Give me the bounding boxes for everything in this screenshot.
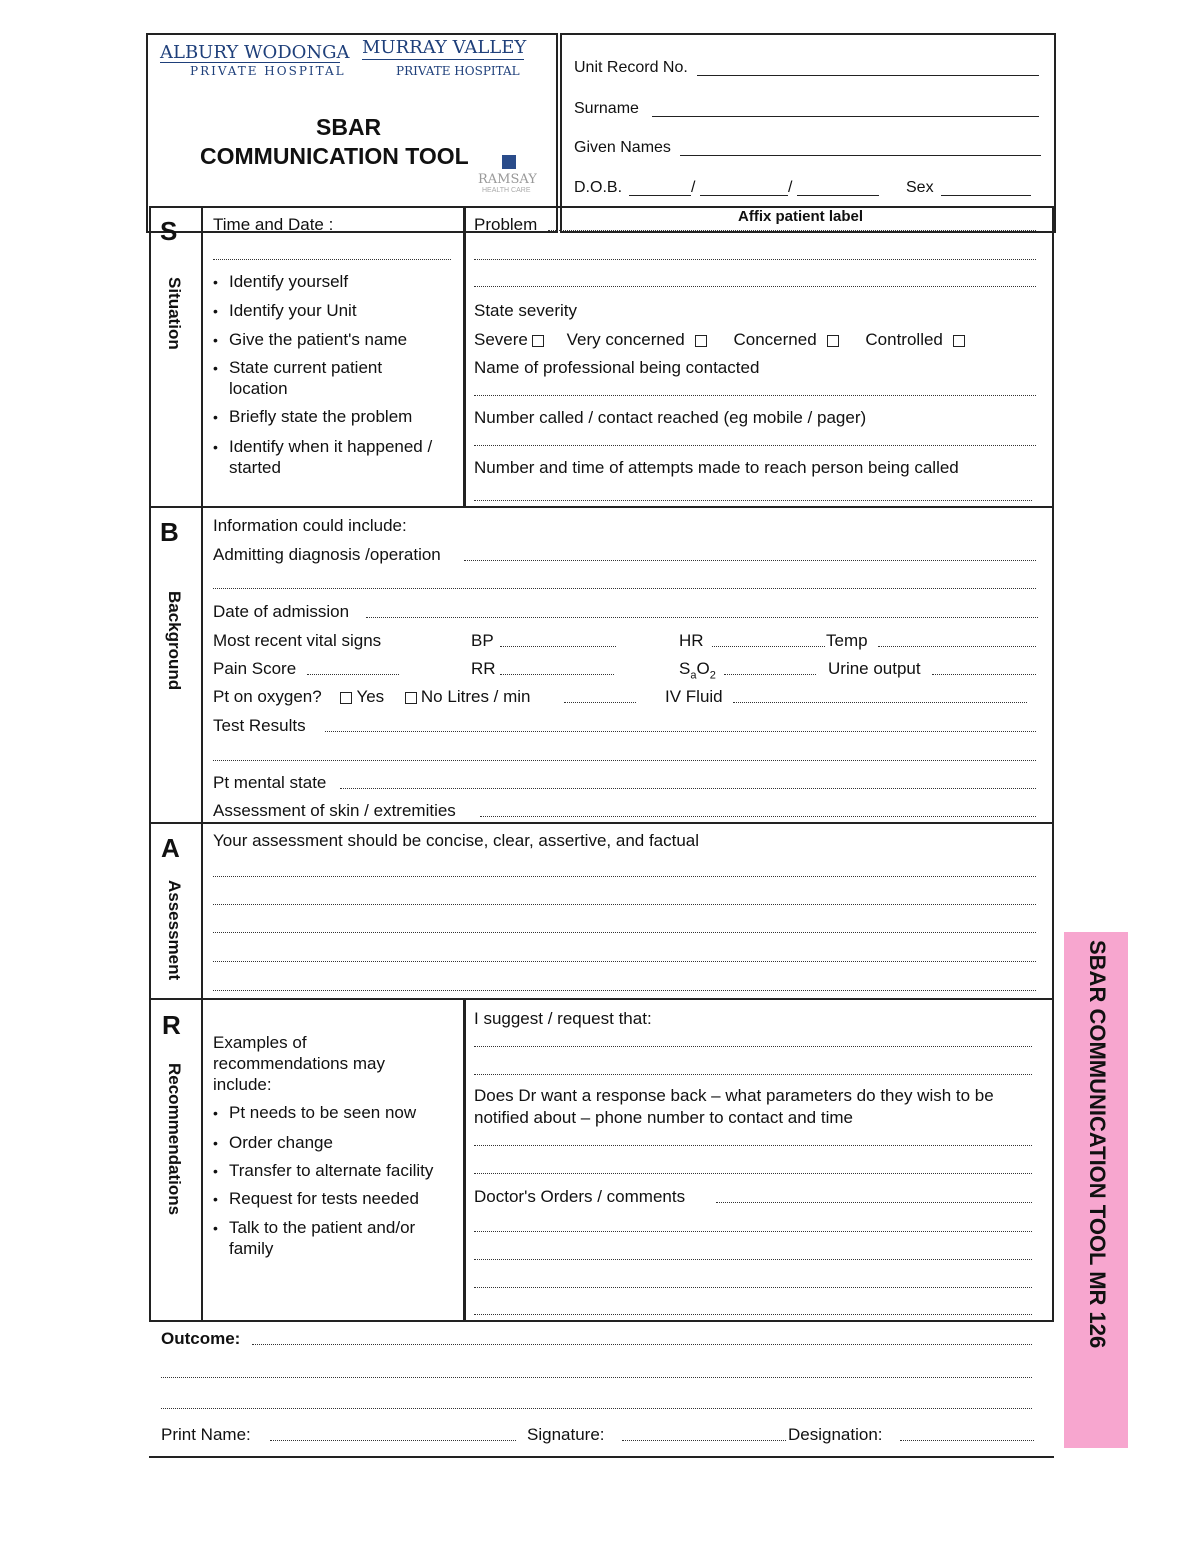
urine-field[interactable] <box>932 674 1036 675</box>
response-field-line[interactable] <box>474 1145 1032 1146</box>
rr-field[interactable] <box>500 674 614 675</box>
temp-label: Temp <box>826 631 868 650</box>
recommendations-letter: R <box>162 1010 181 1040</box>
skin-field[interactable] <box>480 816 1036 817</box>
number-called-label: Number called / contact reached (eg mobile / pager) <box>474 408 867 427</box>
severity-very-concerned-checkbox[interactable] <box>695 335 707 347</box>
professional-field[interactable] <box>474 395 1036 396</box>
list-item: • Order change <box>229 1133 333 1153</box>
assessment-field-line[interactable] <box>213 932 1036 933</box>
list-item: • Request for tests needed <box>229 1189 419 1209</box>
admitting-field-line[interactable] <box>213 588 1036 589</box>
list-item: • Talk to the patient and/or <box>229 1218 415 1238</box>
sao2-label: $S_aO_2$ <box>679 659 716 682</box>
time-date-label: Time and Date : <box>213 215 334 234</box>
orders-field-line[interactable] <box>474 1259 1032 1260</box>
admission-date-label: Date of admission <box>213 602 350 621</box>
bp-label: BP <box>471 631 494 650</box>
hr-field[interactable] <box>712 646 825 647</box>
test-results-field[interactable] <box>325 731 1036 732</box>
suggest-field-line[interactable] <box>474 1046 1032 1047</box>
dob-month-field[interactable] <box>700 195 788 196</box>
mental-label: Pt mental state <box>213 773 327 792</box>
list-item: • State current patient <box>229 358 382 378</box>
assessment-field-line[interactable] <box>213 876 1036 877</box>
situation-vertical-label: Situation <box>165 277 184 350</box>
iv-label: IV Fluid <box>665 687 723 706</box>
surname-label: Surname <box>574 100 639 117</box>
litres-field[interactable] <box>564 702 636 703</box>
background-letter: B <box>160 517 179 547</box>
severity-severe-label: Severe <box>474 330 528 349</box>
info-label: Information could include: <box>213 516 407 535</box>
list-item: • Identify your Unit <box>229 301 357 321</box>
response-field-line[interactable] <box>474 1173 1032 1174</box>
oxygen-row <box>213 687 531 707</box>
skin-label: Assessment of skin / extremities <box>213 801 456 820</box>
list-item-continuation: family <box>229 1239 274 1258</box>
designation-label: Designation: <box>788 1425 883 1444</box>
list-item-continuation: location <box>229 379 288 398</box>
sao2-field[interactable] <box>724 674 816 675</box>
severity-controlled-checkbox[interactable] <box>953 335 965 347</box>
urine-label: Urine output <box>828 659 921 678</box>
iv-field[interactable] <box>733 702 1027 703</box>
outcome-field-line[interactable] <box>161 1408 1032 1409</box>
dob-year-field[interactable] <box>797 195 879 196</box>
suggest-label: I suggest / request that: <box>474 1009 652 1028</box>
sex-label: Sex <box>906 179 934 196</box>
orders-label: Doctor's Orders / comments <box>474 1187 686 1206</box>
severity-severe-checkbox[interactable] <box>532 335 544 347</box>
list-item: • Identify when it happened / <box>229 437 432 457</box>
signature-field[interactable] <box>622 1440 786 1441</box>
oxygen-label: Pt on oxygen? <box>213 687 322 706</box>
attempts-label: Number and time of attempts made to reach person being called <box>474 458 959 477</box>
outcome-field[interactable] <box>252 1344 1032 1345</box>
recommendations-vertical-label: Recommendations <box>165 1063 184 1216</box>
oxygen-no-checkbox[interactable] <box>405 692 417 704</box>
pain-label: Pain Score <box>213 659 297 678</box>
test-results-field-line[interactable] <box>213 760 1036 761</box>
examples-line1: Examples of <box>213 1033 307 1052</box>
designation-field[interactable] <box>900 1440 1034 1441</box>
orders-field-line[interactable] <box>474 1314 1032 1315</box>
oxygen-yes-checkbox[interactable] <box>340 692 352 704</box>
outcome-label: Outcome: <box>161 1329 241 1348</box>
problem-field[interactable] <box>548 230 1036 231</box>
bp-field[interactable] <box>500 646 616 647</box>
list-item: • Briefly state the problem <box>229 407 412 427</box>
test-results-label: Test Results <box>213 716 306 735</box>
list-item: • Identify yourself <box>229 272 348 292</box>
admission-date-field[interactable] <box>366 617 1038 618</box>
assessment-letter: A <box>161 833 180 863</box>
vital-signs-label: Most recent vital signs <box>213 631 382 650</box>
print-name-field[interactable] <box>270 1440 516 1441</box>
problem-field-line[interactable] <box>474 286 1036 287</box>
number-called-field[interactable] <box>474 445 1036 446</box>
severity-label: State severity <box>474 301 577 320</box>
admitting-field[interactable] <box>464 560 1036 561</box>
surname-field[interactable] <box>652 116 1039 117</box>
given-names-field[interactable] <box>680 155 1041 156</box>
form-title-line2: COMMUNICATION TOOL <box>200 143 469 169</box>
assessment-vertical-label: Assessment <box>165 880 184 981</box>
orders-field[interactable] <box>716 1202 1032 1203</box>
unit-record-label: Unit Record No. <box>574 59 688 76</box>
pain-field[interactable] <box>307 674 399 675</box>
ramsay-logo-sub: HEALTH CARE <box>482 187 531 194</box>
examples-line3: include: <box>213 1075 272 1094</box>
response-line1: Does Dr want a response back – what parameters do they wish to be <box>474 1086 994 1105</box>
rr-label: RR <box>471 659 496 678</box>
print-name-label: Print Name: <box>161 1425 251 1444</box>
oxygen-yes-label: Yes <box>356 687 385 706</box>
assessment-field-line[interactable] <box>213 904 1036 905</box>
professional-label: Name of professional being contacted <box>474 358 760 377</box>
outcome-field-line[interactable] <box>161 1377 1032 1378</box>
orders-field-line[interactable] <box>474 1231 1032 1232</box>
list-item: • Transfer to alternate facility <box>229 1161 433 1181</box>
oxygen-no-label: No <box>420 687 443 706</box>
examples-line2: recommendations may <box>213 1054 385 1073</box>
time-date-field[interactable] <box>213 259 451 260</box>
assessment-field-line[interactable] <box>213 990 1036 991</box>
severity-concerned-checkbox[interactable] <box>827 335 839 347</box>
problem-field-line[interactable] <box>474 259 1036 260</box>
problem-label: Problem <box>474 215 538 234</box>
response-line2: notified about – phone number to contact and time <box>474 1108 853 1127</box>
sex-field[interactable] <box>941 195 1031 196</box>
list-item: • Pt needs to be seen now <box>229 1103 416 1123</box>
ramsay-logo: RAMSAY <box>478 172 537 187</box>
severity-options <box>474 330 969 350</box>
signature-label: Signature: <box>527 1425 605 1444</box>
severity-concerned-label: Concerned <box>733 330 817 349</box>
litres-label: Litres / min <box>447 687 531 706</box>
dob-label: D.O.B. <box>574 179 623 196</box>
list-item-continuation: started <box>229 458 281 477</box>
suggest-field-line[interactable] <box>474 1074 1032 1075</box>
side-tab-text: SBAR COMMUNICATION TOOL MR 126 <box>1085 940 1110 1349</box>
ramsay-squares-icon <box>502 155 516 169</box>
mental-field[interactable] <box>340 788 1036 789</box>
situation-letter: S <box>160 216 178 246</box>
background-vertical-label: Background <box>165 591 184 691</box>
list-item: • Give the patient's name <box>229 330 407 350</box>
attempts-field[interactable] <box>474 500 1032 501</box>
temp-field[interactable] <box>878 646 1036 647</box>
hr-label: HR <box>679 631 704 650</box>
form-title-line1: SBAR <box>316 114 382 140</box>
dob-day-field[interactable] <box>629 195 691 196</box>
unit-record-field[interactable] <box>697 75 1039 76</box>
severity-controlled-label: Controlled <box>865 330 943 349</box>
orders-field-line[interactable] <box>474 1287 1032 1288</box>
severity-very-concerned-label: Very concerned <box>566 330 685 349</box>
given-names-label: Given Names <box>574 139 671 156</box>
admitting-label: Admitting diagnosis /operation <box>213 545 441 564</box>
assessment-field-line[interactable] <box>213 961 1036 962</box>
affix-patient-label: Affix patient label <box>738 208 864 225</box>
assessment-intro: Your assessment should be concise, clear, assertive, and factual <box>213 831 700 850</box>
